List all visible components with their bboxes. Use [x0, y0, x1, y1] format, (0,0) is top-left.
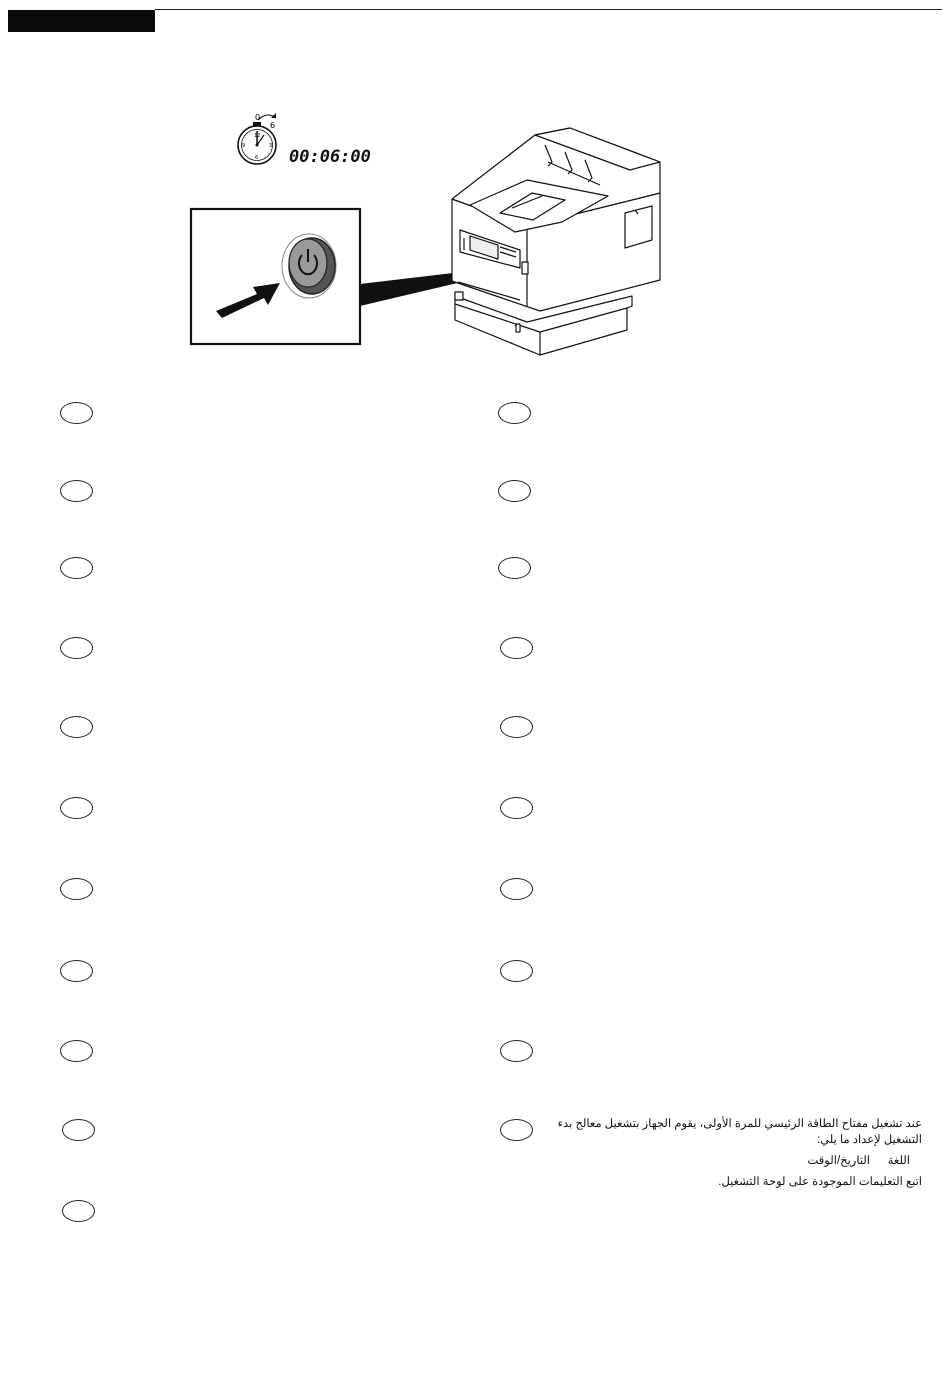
dial-label-6: 6 [255, 155, 259, 161]
language-marker [500, 637, 533, 659]
dial-label-3: 3 [269, 143, 273, 149]
language-marker [62, 1200, 95, 1222]
arabic-item-language: اللغة [887, 1155, 910, 1167]
language-marker [500, 716, 533, 738]
language-marker [498, 480, 531, 502]
timer-end-label: 6 [270, 121, 276, 130]
language-marker [60, 1040, 93, 1062]
language-marker [60, 878, 93, 900]
language-marker [498, 402, 531, 424]
language-marker [60, 402, 93, 424]
language-marker [60, 960, 93, 982]
timer-readout: 00:06:00 [289, 147, 371, 167]
power-on-illustration [0, 0, 950, 400]
language-marker [60, 797, 93, 819]
arabic-instruction: اتبع التعليمات الموجودة على لوحة التشغيل. [718, 1176, 922, 1188]
language-marker [500, 1119, 533, 1141]
language-marker [60, 557, 93, 579]
arabic-intro-line1: عند تشغيل مفتاح الطاقة الرئيسي للمرة الأولى، يقوم الجهاز بتشغيل معالج بدء [557, 1118, 922, 1130]
language-marker [60, 480, 93, 502]
language-marker [62, 1119, 95, 1141]
dial-label-12: 12 [254, 133, 261, 139]
dial-label-9: 9 [242, 143, 246, 149]
arabic-item-datetime: التاريخ/الوقت [807, 1155, 870, 1167]
language-marker [498, 557, 531, 579]
timer-start-label: 0 [255, 113, 261, 122]
arabic-intro-line2: التشغيل لإعداد ما يلي: [817, 1134, 922, 1146]
power-button-icon [282, 234, 336, 298]
language-marker [60, 716, 93, 738]
language-marker [500, 960, 533, 982]
language-marker [500, 1040, 533, 1062]
stopwatch-icon [238, 113, 276, 164]
language-marker [500, 878, 533, 900]
language-marker [60, 637, 93, 659]
printer-illustration [452, 128, 660, 355]
language-marker [500, 797, 533, 819]
